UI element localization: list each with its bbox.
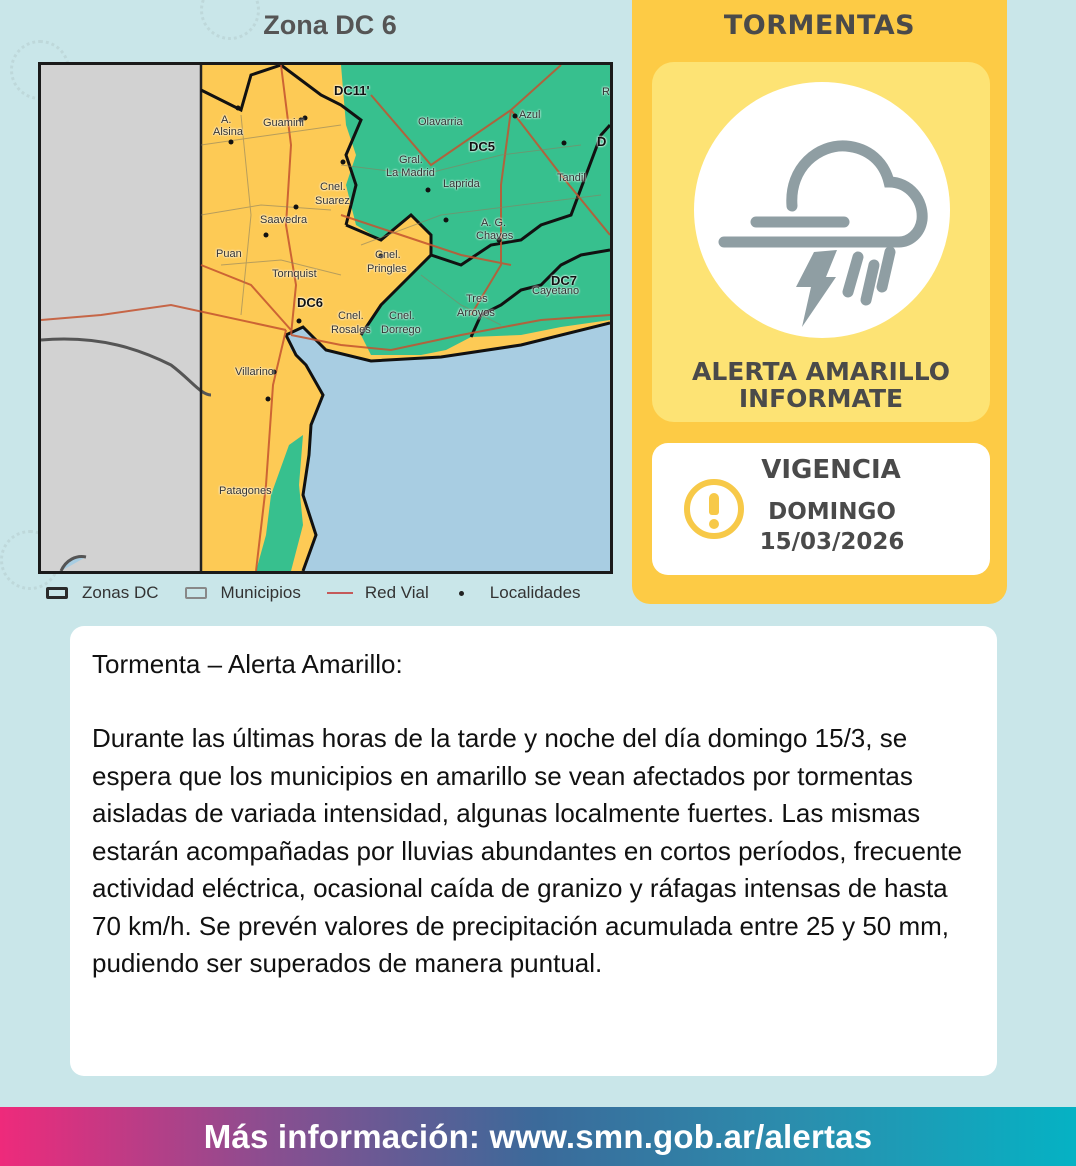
exclamation-circle-icon — [684, 479, 744, 539]
legend-item-zonas-dc — [46, 583, 159, 603]
legend-item-localidades — [455, 583, 581, 603]
description-body: Durante las últimas horas de la tarde y noche del día domingo 15/3, se espera que los municipios en amarillo se vean afectados por tormentas aisladas de variada intensidad, algunas localmente fuertes. Las mismas estarán acompañadas por lluvias abundantes en cortos períodos, frecuente actividad eléctrica, ocasional caída de granizo y ráfagas intensas de hasta 70 km/h. Se prevén valores de precipitación acumulada entre 25 y 50 mm, pudiendo ser superados de manera puntual. — [92, 723, 963, 978]
alert-panel — [632, 0, 1007, 604]
zone-border-icon — [46, 587, 68, 599]
locality-cnel-suarez-2: Suarez — [315, 195, 350, 207]
zone-title: Zona DC 6 — [263, 10, 397, 40]
footer-banner — [0, 1107, 1076, 1166]
locality-pringles-1: Cnel. — [375, 249, 401, 261]
locality-guamini: Guamini — [263, 117, 304, 129]
locality-villarino: Villarino — [235, 366, 274, 378]
zone-label-dc6: DC6 — [297, 295, 324, 310]
map-graphic — [41, 65, 610, 571]
locality-la-madrid: La Madrid — [386, 167, 435, 179]
locality-puan: Puan — [216, 248, 242, 260]
zone-label-dc5: DC5 — [469, 139, 496, 154]
alert-level-card — [652, 62, 990, 422]
locality-arroyos: Arroyos — [457, 307, 495, 319]
locality-patagones: Patagones — [219, 485, 272, 497]
locality-cnel-suarez-1: Cnel. — [320, 181, 346, 193]
locality-gral: Gral. — [399, 154, 423, 166]
legend-label: Municipios — [220, 583, 301, 602]
alert-map — [38, 62, 613, 574]
locality-cayetano: Cayetano — [532, 285, 580, 297]
locality-tandil: Tandil — [557, 172, 586, 184]
locality-ag: A. G. — [481, 217, 507, 229]
thunderstorm-icon — [694, 82, 950, 338]
legend-label: Red Vial — [364, 583, 429, 602]
locality-olavarria: Olavarria — [418, 116, 463, 128]
locality-a: A. — [221, 114, 232, 126]
validity-date: 15/03/2026 — [759, 529, 905, 555]
locality-laprida: Laprida — [443, 178, 480, 190]
more-info-link[interactable]: Más información: www.smn.gob.ar/alertas — [203, 1117, 873, 1155]
locality-chaves: Chaves — [476, 230, 514, 242]
municipality-border-icon — [185, 587, 207, 599]
legend-label: Localidades — [489, 583, 581, 602]
description-title: Tormenta – Alerta Amarillo: — [92, 649, 403, 679]
locality-azul: Azul — [519, 109, 541, 121]
alert-type: TORMENTAS — [723, 10, 916, 41]
alert-level-line1: ALERTA AMARILLO — [692, 357, 950, 386]
validity-title: VIGENCIA — [761, 455, 901, 485]
description-card — [70, 626, 997, 1076]
legend-item-municipios — [185, 583, 301, 603]
locality-tres: Tres — [466, 293, 488, 305]
locality-saavedra: Saavedra — [260, 214, 308, 226]
legend-label: Zonas DC — [82, 583, 159, 602]
validity-card — [652, 443, 990, 575]
map-legend — [46, 582, 607, 604]
locality-rosales-2: Rosales — [331, 324, 371, 336]
locality-dot-icon — [459, 591, 464, 596]
zone-label-dc11: DC11' — [334, 83, 370, 98]
zone-label-partial-d: D — [597, 134, 607, 149]
map-label-partial-r: R — [602, 86, 610, 98]
locality-pringles-2: Pringles — [367, 263, 407, 275]
locality-tornquist: Tornquist — [272, 268, 317, 280]
zone-label-dc7: DC7 — [551, 273, 578, 288]
locality-dorrego-2: Dorrego — [381, 324, 421, 336]
locality-rosales-1: Cnel. — [338, 310, 364, 322]
locality-dorrego-1: Cnel. — [389, 310, 415, 322]
locality-alsina: Alsina — [213, 126, 243, 138]
validity-day: DOMINGO — [768, 499, 896, 525]
alert-level-line2: INFORMATE — [738, 384, 904, 413]
legend-item-red-vial — [327, 583, 429, 603]
road-line-icon — [327, 592, 353, 594]
alert-level — [652, 358, 990, 412]
